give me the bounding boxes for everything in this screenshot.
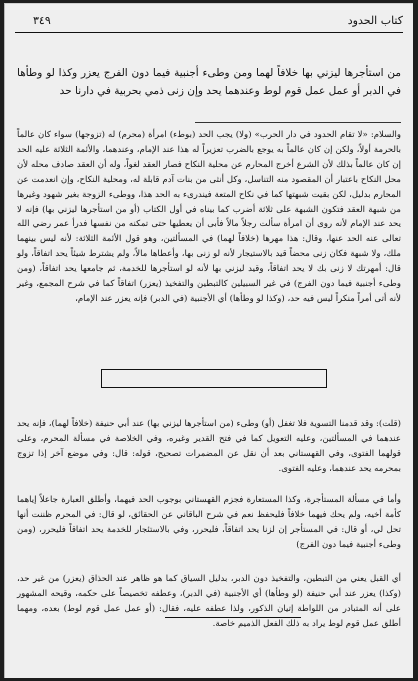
commentary-paragraph-2: (قلت): وقد قدمنا التسوية فلا تغفل (أو) وطىء (من استأجرها ليزني بها) عند أبي حنيفة (خلافاً لهما)، فإنه يحد عندهما في المسألتين، وعليه التعويل كما في فتح القدير وغيره، وفي الخلاصة في مسألة المحرم، وعلى قولهما الفتوى، وفي القهستاني بعد أن نقل عن المضمرات تصحيح، قوله: قال: وفي موضع آخر إذا تزوج بمحرمه يحد عندهما، وعليه الفتوى. bbox=[17, 419, 401, 474]
page-number: ٣٤٩ bbox=[33, 14, 51, 27]
commentary-divider bbox=[195, 122, 401, 123]
commentary-paragraph-4: أي القبل يعني من التبطين، والتفخيذ دون الدبر، بدليل السياق كما هو ظاهر عند الحذاق (يعزر) من غير حد، (وكذا) يعزر عند أبي حنيفة (لو وطأها) أي الأجنبية (في الدبر)، وعطفه تخصيصاً على حكمه، وقيحه المشهور على أنه المتبادر من اللواطة إتيان الذكور، ولذا عطفه عليه، فقال: (أو عمل عمل قوم لوط) بعده، ومهما أطلق عمل قوم لوط يراد به ذلك الفعل الذميم خاصة. bbox=[17, 574, 401, 629]
underline-mark bbox=[165, 617, 301, 618]
commentary-paragraph-3: وأما في مسألة المستأجرة، وكذا المستعارة فجزم القهستاني بوجوب الحد فيهما، وأطلق العبارة جاعلاً إياهما كأمة أخيه، ولم يحك فيهما خلافاً فليحفظ نعم في شرح الباقاني عن الحقائق، لو قال: في المحرم ظننت أنها تحل لي، أو قال: في المستأجر إن لزنا يحد اتفاقاً، فليحرر، وفي بالاستئجار للخدمة يحد اتفاقاً فليحرر، (ومن وطىء أجنبية فيما دون الفرج) bbox=[17, 495, 401, 550]
commentary-paragraph-1: والسلام: «لا تقام الحدود في دار الحرب» (ولا) يجب الحد (بوطء) امرأة (محرم) له (تزوجها) سواء كان عالماً بالحرمة أولاً، ولكن إن كان عالماً به يوجع بالضرب تعزيراً له هذا عند الإمام، وعندهما، والأئمة الثلاثة عليه الحد إن كان عالماً بذلك لأن الشرع أخرج المحارم عن محلية النكاح فصار العقد لغواً، وله أن العقد صادف محله لأن محل النكاح باعتبار أن المقصود منه التناسل، وكل أنثى من بنات آدم قابلة له، ومحلية النكاح، وإن انعدمت عن المحارم بدليل، لكن بقيت شبهتها كما في نكاح المتعة فيندرىء به الحد هذا، ووطىء الزوجة بغير شهود وغيرها من شبهة العقد فتكون الشبهة على ثلاثة أضرب كما بيناه في أول الكتاب (أو من استأجرها ليزني بها) فإنه لا يحد عند الإمام لأنه روى أن امرأة سألت رجلاً مالاً فأبى أن يعطيها حتى تمكنه من نفسها فدرأ عمر رضي الله تعالى عنه الحد عنها، وقال: هذا مهرها (خلافاً لهما) في المسألتين، وهو قول الأئمة الثلاثة: لأنه ليس بينهما ملك، ولا شبهة فكان زنى محضاً قيد بالاستيجار لأنه لو زنى بها، وأعطاها مالاً، ولم يشترط شيئاً يحد اتفاقاً، ولو قال: أمهرتك لا زنى بك لا يحد اتفاقاً، وقيد ليزني بها لأنه لو استأجرها للخدمة، ثم جامعها يحد اتفاقاً، (ومن وطىء أجنبية فيما دون الفرج) في غير السبيلين كالتبطين والتفخيذ (يعزر) اتفاقاً كما في شرح المجمع، وغير لأنه أتى أمراً منكراً ليس فيه حد، (وكذا لو وطأها) أي الأجنبية (في الدبر) فإنه يعزر عند الإمام، bbox=[17, 130, 401, 304]
header-divider bbox=[15, 32, 403, 33]
book-page bbox=[4, 3, 413, 678]
chapter-title: كتاب الحدود bbox=[347, 14, 403, 27]
page-header bbox=[15, 10, 403, 32]
main-text: من استأجرها ليزني بها خلافاً لهما ومن وطىء أجنبية فيما دون الفرج يعزر وكذا لو وطأها في الدبر أو عمل عمل قوم لوط وعندهما يحد وإن زنى ذمي بحربية في دارنا حد bbox=[17, 67, 401, 97]
highlight-box bbox=[101, 369, 327, 388]
